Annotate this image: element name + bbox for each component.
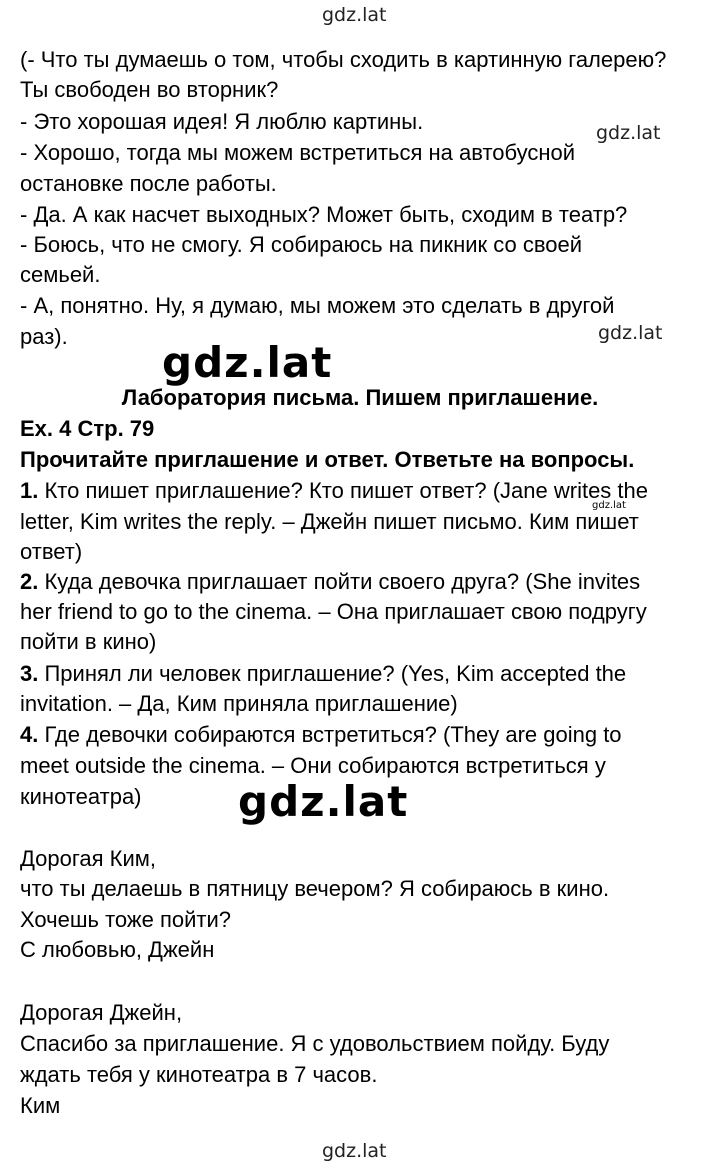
watermark-small: gdz.lat xyxy=(592,500,626,511)
letter-line: Хочешь тоже пойти? xyxy=(20,907,232,932)
letter-line: Ким xyxy=(20,1093,61,1118)
answer-line: 1. Кто пишет приглашение? Кто пишет ответ? (Jane writes the xyxy=(20,478,649,503)
answer-line: пойти в кино) xyxy=(20,629,157,654)
dialogue-line: - Хорошо, тогда мы можем встретиться на автобусной xyxy=(20,140,576,165)
watermark: gdz.lat xyxy=(596,122,661,144)
section-title: Лаборатория письма. Пишем приглашение. xyxy=(121,385,599,410)
answer-number: 2. xyxy=(20,569,39,594)
answer-line: meet outside the cinema. – Они собираются встретиться у xyxy=(20,753,606,778)
dialogue-line: раз). xyxy=(20,324,68,349)
answer-line: 3. Принял ли человек приглашение? (Yes, Kim accepted the xyxy=(20,661,627,686)
letter-line: Спасибо за приглашение. Я с удовольствием пойду. Буду xyxy=(20,1031,610,1056)
watermark: gdz.lat xyxy=(322,4,387,26)
answer-line: ответ) xyxy=(20,539,83,564)
letter-line: Дорогая Джейн, xyxy=(20,1000,183,1025)
dialogue-line: остановке после работы. xyxy=(20,171,277,196)
dialogue-line: (- Что ты думаешь о том, чтобы сходить в картинную галерею? xyxy=(20,47,667,72)
watermark: gdz.lat xyxy=(598,322,663,344)
task-instruction: Прочитайте приглашение и ответ. Ответьте на вопросы. xyxy=(20,447,635,472)
answer-line: letter, Kim writes the reply. – Джейн пишет письмо. Ким пишет xyxy=(20,509,639,534)
answer-line: кинотеатра) xyxy=(20,784,142,809)
letter-line: ждать тебя у кинотеатра в 7 часов. xyxy=(20,1062,378,1087)
answer-number: 1. xyxy=(20,478,39,503)
answer-number: 3. xyxy=(20,661,39,686)
watermark: gdz.lat xyxy=(322,1140,387,1162)
answer-line: invitation. – Да, Ким приняла приглашение) xyxy=(20,691,458,716)
letter-line: Дорогая Ким, xyxy=(20,846,156,871)
dialogue-line: семьей. xyxy=(20,262,101,287)
letter-line: что ты делаешь в пятницу вечером? Я собираюсь в кино. xyxy=(20,876,610,901)
dialogue-line: - А, понятно. Ну, я думаю, мы можем это сделать в другой xyxy=(20,293,615,318)
letter-line: С любовью, Джейн xyxy=(20,937,215,962)
dialogue-line: - Боюсь, что не смогу. Я собираюсь на пикник со своей xyxy=(20,232,583,257)
dialogue-line: - Это хорошая идея! Я люблю картины. xyxy=(20,109,424,134)
watermark-large: gdz.lat xyxy=(238,777,409,826)
answer-line: 4. Где девочки собираются встретиться? (They are going to xyxy=(20,722,622,747)
watermark-large: gdz.lat xyxy=(162,338,333,387)
answer-line: her friend to go to the cinema. – Она приглашает свою подругу xyxy=(20,599,647,624)
answer-number: 4. xyxy=(20,722,39,747)
dialogue-line: - Да. А как насчет выходных? Может быть, сходим в театр? xyxy=(20,202,628,227)
exercise-number: Ex. 4 Стр. 79 xyxy=(20,416,155,441)
dialogue-line: Ты свободен во вторник? xyxy=(20,77,279,102)
answer-line: 2. Куда девочка приглашает пойти своего друга? (She invites xyxy=(20,569,641,594)
